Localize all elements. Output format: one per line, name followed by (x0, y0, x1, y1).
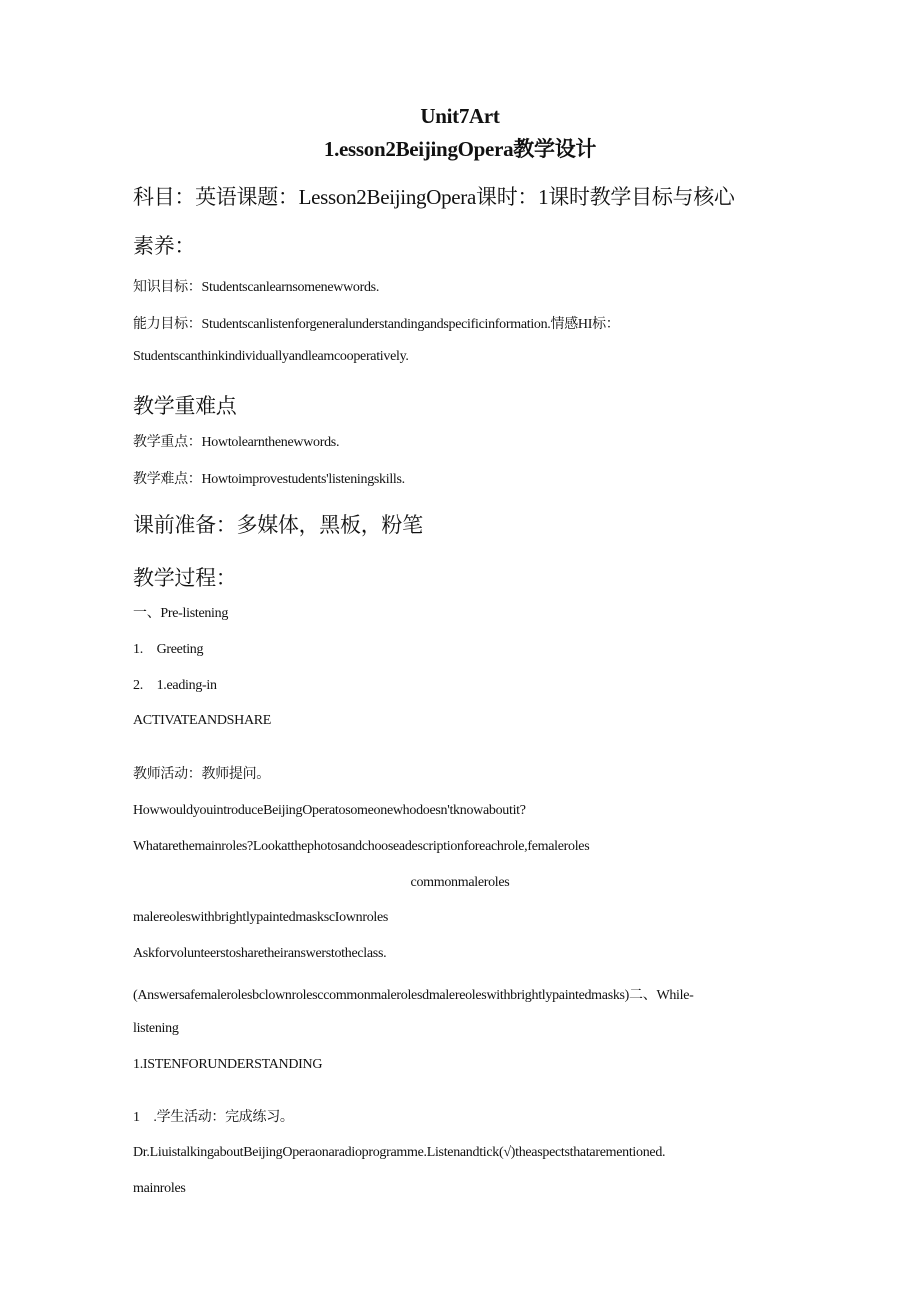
document-title: Unit7Art (420, 104, 500, 128)
answers-line: (Answersafemalerolesbclownrolesccommonmalerolesdmalereoleswithbrightlypaintedmasks)二、While- (133, 988, 694, 1003)
role-common-male: commonmaleroles (410, 875, 510, 890)
question-main-roles: Whatarethemainroles?Lookatthephotosandchooseadescriptionforeachrole,femaleroles (133, 839, 590, 854)
course-info-continued: 素养： (133, 234, 196, 258)
volunteers-instruction: Askforvolunteerstosharetheiranswerstotheclass. (133, 946, 387, 961)
teaching-difficulty: 教学难点：Howtoimprovestudents'listeningskills. (133, 472, 405, 487)
exercise-instruction: Dr.LiuistalkingaboutBeijingOperaonaradioprogramme.Listenandtick(√)theaspectsthatarementioned. (133, 1145, 666, 1160)
main-roles-item: mainroles (133, 1181, 186, 1196)
key-points-heading: 教学重难点 (133, 394, 237, 418)
teaching-focus: 教学重点：Howtolearnthenewwords. (133, 435, 340, 450)
knowledge-objective: 知识目标：Studentscanlearnsomenewwords. (133, 280, 380, 295)
ability-objective-continued: Studentscanthinkindividuallyandleamcooperatively. (133, 349, 409, 364)
roles-list: malereoleswithbrightlypaintedmaskscIownroles (133, 910, 389, 925)
document-subtitle: 1.esson2BeijingOpera教学设计 (323, 137, 597, 161)
course-info: 科目：英语课题：Lesson2BeijingOpera课时：1课时教学目标与核心 (133, 185, 735, 209)
pre-listening-heading: 一、Pre-listening (133, 606, 229, 621)
question-introduce: HowwouldyouintroduceBeijingOperatosomeonewhodoesn'tknowaboutit? (133, 803, 526, 818)
listen-heading: 1.ISTENFORUNDERSTANDING (133, 1057, 323, 1072)
process-heading: 教学过程： (133, 566, 237, 590)
preparation-heading: 课前准备：多媒体，黑板，粉笔 (133, 513, 423, 537)
student-activity: 1 .学生活动：完成练习。 (133, 1110, 294, 1125)
activate-and-share: ACTIVATEANDSHARE (133, 713, 272, 728)
step-leading-in: 2. 1.eading-in (133, 678, 217, 693)
ability-objective: 能力目标：Studentscanlistenforgeneralunderstandingandspecificinformation.情感HI标： (133, 317, 620, 332)
answers-line-continued: listening (133, 1021, 179, 1036)
teacher-activity: 教师活动：教师提问。 (133, 767, 270, 782)
step-greeting: 1. Greeting (133, 642, 204, 657)
